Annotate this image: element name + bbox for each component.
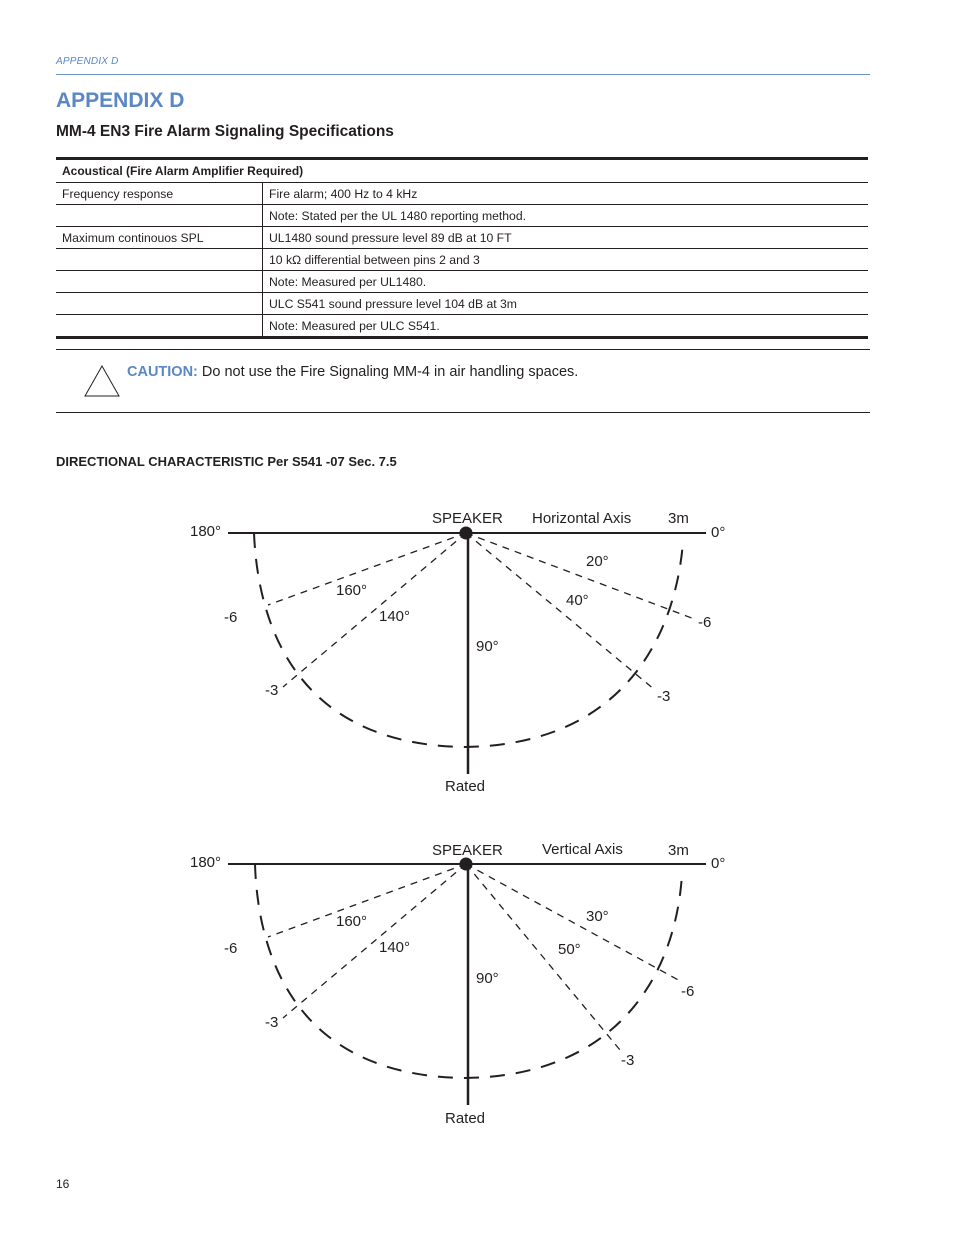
table-row	[56, 205, 868, 227]
table-row	[56, 293, 868, 315]
right-minus3-label: -3	[621, 1052, 635, 1069]
caution-text	[127, 364, 578, 380]
page-title: APPENDIX D	[56, 89, 185, 112]
left-minus3-label: -3	[265, 682, 279, 699]
spec-table-header-row	[56, 159, 868, 183]
angle-90-label: 90°	[476, 970, 499, 987]
table-row	[56, 249, 868, 271]
dashed-ray-right-inner	[466, 864, 620, 1050]
left-angle-label: 180°	[190, 854, 222, 871]
spec-table	[56, 157, 868, 339]
spec-value: Note: Measured per ULC S541.	[269, 318, 440, 333]
spec-value: Note: Measured per UL1480.	[263, 271, 869, 293]
left-minus3-label: -3	[265, 1014, 279, 1031]
table-row	[56, 271, 868, 293]
right-minus6-label: -6	[698, 614, 712, 631]
directional-diagram-horizontal	[0, 500, 954, 800]
angle-right-outer-label: 20°	[586, 553, 609, 570]
distance-label: 3m	[668, 842, 689, 859]
left-angle-label: 180°	[190, 523, 222, 540]
dashed-ray-right-inner	[466, 533, 655, 690]
spec-label	[56, 249, 263, 271]
running-head: APPENDIX D	[56, 56, 119, 67]
spec-table-header: Acoustical (Fire Alarm Amplifier Required)	[56, 159, 868, 183]
table-row	[56, 315, 868, 338]
dashed-ray-140	[283, 533, 466, 687]
rated-label: Rated	[445, 1110, 486, 1127]
spec-value: Fire alarm; 400 Hz to 4 kHz	[263, 183, 869, 205]
directional-diagram-vertical	[0, 832, 954, 1132]
left-minus6-label: -6	[224, 609, 238, 626]
page-number: 16	[56, 1177, 70, 1191]
angle-right-outer-label: 30°	[586, 908, 609, 925]
distance-label: 3m	[668, 510, 689, 527]
warning-triangle-icon	[83, 364, 121, 398]
spec-label	[56, 205, 263, 227]
angle-140-label: 140°	[379, 608, 411, 625]
spec-label: Frequency response	[56, 183, 263, 205]
spec-value: UL1480 sound pressure level 89 dB at 10 FT	[263, 227, 869, 249]
table-row	[56, 227, 868, 249]
caution-message: Do not use the Fire Signaling MM-4 in air handling spaces.	[197, 364, 579, 380]
directional-title: DIRECTIONAL CHARACTERISTIC Per S541 -07 Sec. 7.5	[56, 454, 397, 469]
angle-right-inner-label: 40°	[566, 592, 589, 609]
table-row	[56, 183, 868, 205]
axis-label: Vertical Axis	[542, 841, 623, 858]
angle-160-label: 160°	[336, 582, 368, 599]
speaker-label: SPEAKER	[432, 510, 503, 527]
spec-label	[56, 315, 263, 338]
right-angle-label: 0°	[711, 855, 726, 872]
speaker-label: SPEAKER	[432, 842, 503, 859]
dashed-ray-right-outer	[466, 864, 682, 982]
spec-value: Note: Stated per the UL 1480 reporting method.	[263, 205, 869, 227]
spec-label: Maximum continouos SPL	[56, 227, 263, 249]
dashed-ray-140	[283, 864, 466, 1018]
spec-label	[56, 271, 263, 293]
caution-box	[56, 349, 870, 413]
header-rule	[56, 74, 870, 75]
right-angle-label: 0°	[711, 524, 726, 541]
axis-label: Horizontal Axis	[532, 510, 632, 527]
caution-label: CAUTION:	[127, 364, 198, 380]
angle-right-inner-label: 50°	[558, 941, 581, 958]
angle-140-label: 140°	[379, 939, 411, 956]
right-minus3-label: -3	[657, 688, 671, 705]
right-minus6-label: -6	[681, 983, 695, 1000]
spec-label	[56, 293, 263, 315]
rated-label: Rated	[445, 778, 486, 795]
left-minus6-label: -6	[224, 940, 238, 957]
spec-value: 10 kΩ differential between pins 2 and 3	[263, 249, 869, 271]
angle-90-label: 90°	[476, 638, 499, 655]
angle-160-label: 160°	[336, 913, 368, 930]
spec-value: ULC S541 sound pressure level 104 dB at 3m	[263, 293, 869, 315]
section-title: MM-4 EN3 Fire Alarm Signaling Specifications	[56, 123, 394, 140]
